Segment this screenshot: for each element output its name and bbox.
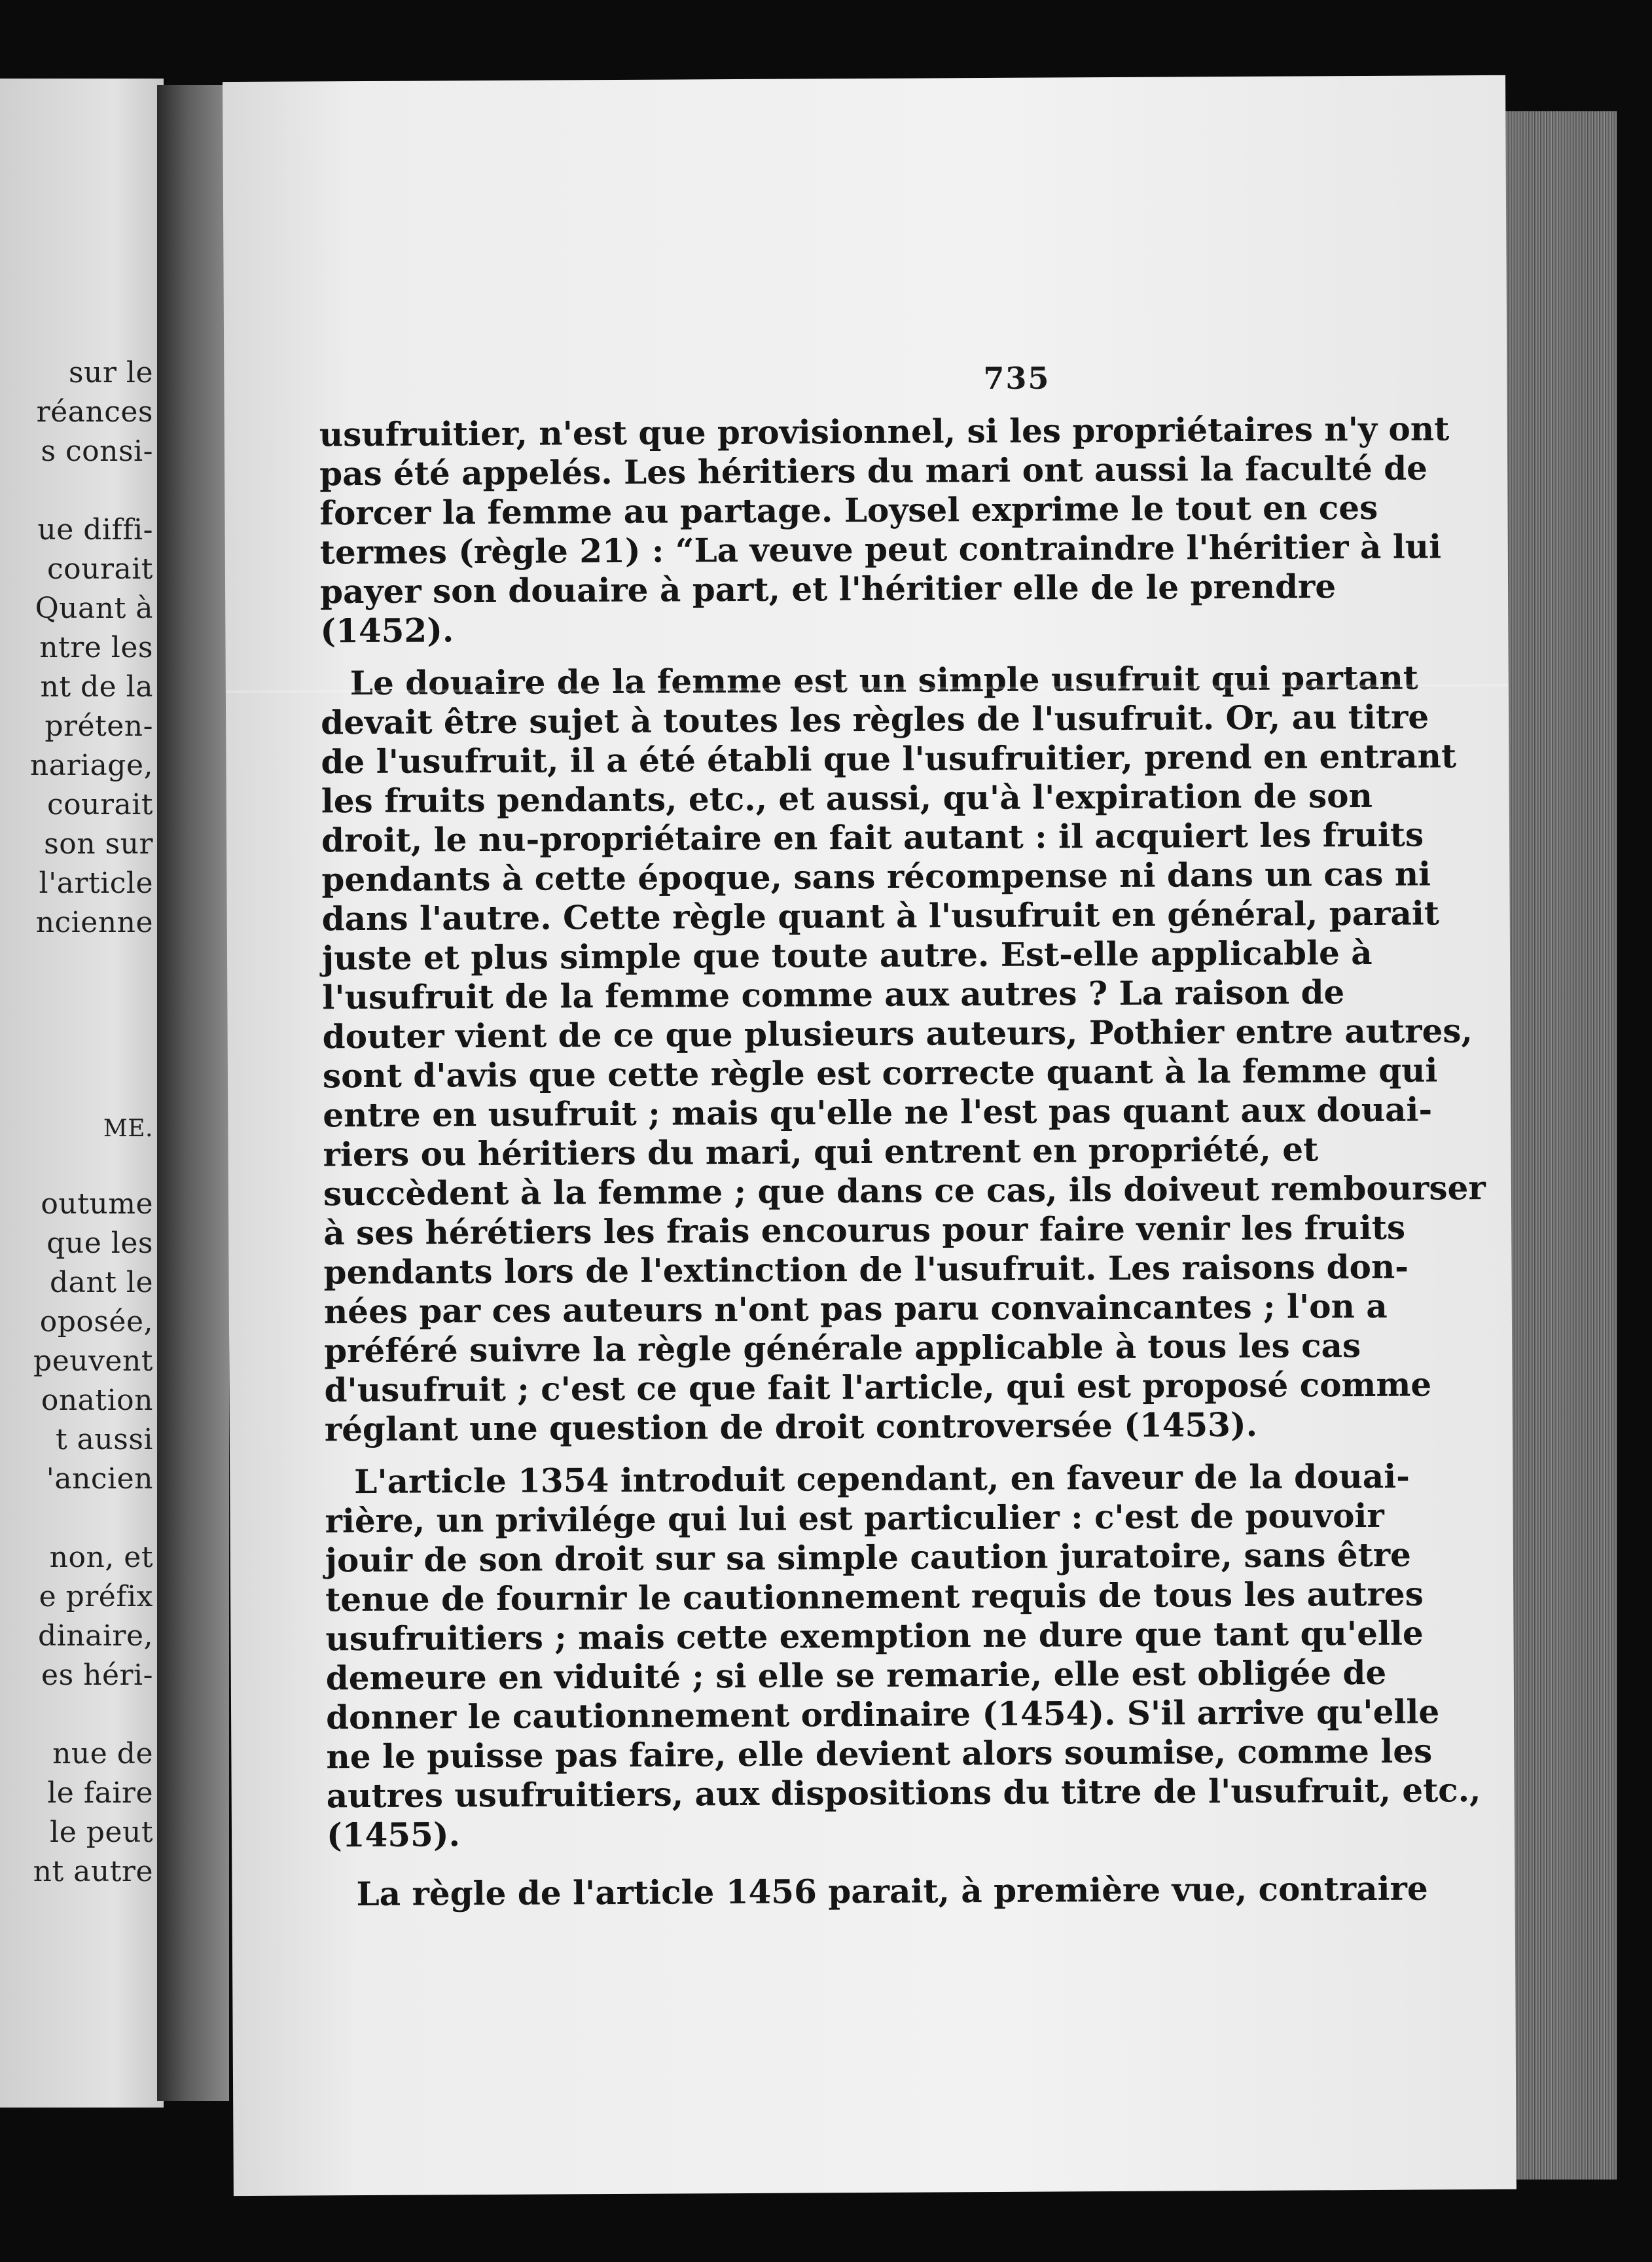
text-line: de l'usufruit, il a été établi que l'usufruitier, prend en entrant [321, 736, 1457, 781]
text-line: donner le cautionnement ordinaire (1454). S'il arrive qu'elle [325, 1692, 1440, 1737]
left-line: courait [47, 788, 153, 821]
text-line: devait être sujet à toutes les règles de l'usufruit. Or, au titre [320, 697, 1429, 742]
text-line: douter vient de ce que plusieurs auteurs, Pothier entre autres, [322, 1011, 1473, 1056]
left-line: es héri- [41, 1659, 153, 1692]
text-line: riers ou héritiers du mari, qui entrent en propriété, et [323, 1130, 1319, 1174]
book-gutter [157, 85, 229, 2101]
text-line: sont d'avis que cette règle est correcte quant à la femme qui [322, 1050, 1438, 1096]
text-line: d'usufruit ; c'est ce que fait l'article, qui est proposé comme [324, 1365, 1432, 1410]
left-line: t aussi [56, 1423, 153, 1456]
page-number: 735 [983, 360, 1050, 397]
text-line: l'usufruit de la femme comme aux autres ? La raison de [322, 973, 1345, 1017]
left-line: le peut [50, 1816, 153, 1849]
text-line: succèdent à la femme ; que dans ce cas, ils doiveut rembourser [323, 1168, 1486, 1213]
left-line: sur le [68, 356, 153, 389]
text-line: préféré suivre la règle générale applicable à tous les cas [324, 1326, 1361, 1371]
left-line: 'ancien [46, 1462, 153, 1496]
left-line: son sur [44, 827, 153, 861]
text-line: jouir de son droit sur sa simple caution juratoire, sans être [325, 1535, 1412, 1580]
left-line: nue de [52, 1737, 153, 1770]
left-line: s consi- [41, 435, 153, 468]
text-line: demeure en viduité ; si elle se remarie, elle est obligée de [325, 1653, 1387, 1698]
text-line: (1452). [320, 611, 454, 651]
text-line: pendants lors de l'extinction de l'usufruit. Les raisons don- [323, 1247, 1409, 1292]
left-line: dant le [49, 1266, 153, 1299]
right-page [223, 75, 1517, 2196]
text-line: réglant une question de droit controversée (1453). [324, 1405, 1258, 1449]
page-edges [1499, 111, 1617, 2180]
left-page-fragment [0, 79, 164, 2108]
text-line: usufruitiers ; mais cette exemption ne dure que tant qu'elle [325, 1613, 1424, 1659]
left-line: nt de la [40, 670, 153, 704]
text-line: pas été appelés. Les héritiers du mari ont aussi la faculté de [319, 448, 1428, 494]
text-line: ne le puisse pas faire, elle devient alors soumise, comme les [326, 1731, 1433, 1776]
text-line: termes (règle 21) : “La veuve peut contraindre l'héritier à lui [319, 527, 1442, 572]
left-line: Quant à [35, 592, 153, 625]
text-line: dans l'autre. Cette règle quant à l'usufruit en général, parait [321, 893, 1440, 939]
text-line: droit, le nu-propriétaire en fait autant : il acquiert les fruits [321, 815, 1424, 860]
paragraph-start: La règle de l'article 1456 parait, à première vue, contraire [356, 1869, 1428, 1914]
text-line: tenue de fournir le cautionnement requis de tous les autres [325, 1574, 1424, 1619]
text-line: pendants à cette époque, sans récompense ni dans un cas ni [321, 854, 1431, 899]
left-line: onation [41, 1384, 153, 1417]
left-line: outume [41, 1187, 153, 1221]
left-line: ue diffi- [37, 513, 153, 547]
left-line: nt autre [33, 1855, 153, 1888]
left-line: dinaire, [38, 1619, 153, 1653]
text-line: à ses hérétiers les frais encourus pour faire venir les fruits [323, 1208, 1406, 1253]
left-line: non, et [49, 1541, 153, 1574]
text-line: les fruits pendants, etc., et aussi, qu'à l'expiration de son [321, 776, 1373, 821]
text-line: payer son douaire à part, et l'héritier elle de le prendre [319, 567, 1337, 611]
left-line: le faire [47, 1776, 153, 1810]
left-line: nariage, [29, 749, 153, 782]
paragraph-start: Le douaire de la femme est un simple usufruit qui partant [350, 658, 1418, 703]
text-line: forcer la femme au partage. Loysel exprime le tout en ces [319, 488, 1378, 533]
text-line: rière, un privilége qui lui est particulier : c'est de pouvoir [325, 1496, 1384, 1541]
left-line: oposée, [39, 1305, 153, 1338]
text-line: usufruitier, n'est que provisionnel, si les propriétaires n'y ont [319, 409, 1450, 454]
left-line: e préfix [39, 1580, 153, 1613]
text-line: nées par ces auteurs n'ont pas paru convaincantes ; l'on a [323, 1286, 1388, 1331]
left-line: courait [47, 552, 153, 586]
left-line: ntre les [39, 631, 153, 664]
text-line: juste et plus simple que toute autre. Est-elle applicable à [321, 933, 1373, 978]
left-line: que les [46, 1227, 153, 1260]
left-line: réances [36, 395, 153, 429]
left-heading: ME. [103, 1115, 153, 1142]
left-line: l'article [39, 867, 153, 900]
text-line: autres usufruitiers, aux dispositions du titre de l'usufruit, etc., [326, 1770, 1481, 1816]
left-line: ncienne [35, 906, 153, 939]
text-line: (1455). [326, 1815, 461, 1855]
paragraph-start: L'article 1354 introduit cependant, en faveur de la douai- [354, 1456, 1410, 1501]
left-line: peuvent [33, 1344, 153, 1378]
text-line: entre en usufruit ; mais qu'elle ne l'est pas quant aux douai- [323, 1090, 1433, 1135]
left-line: préten- [45, 709, 153, 743]
